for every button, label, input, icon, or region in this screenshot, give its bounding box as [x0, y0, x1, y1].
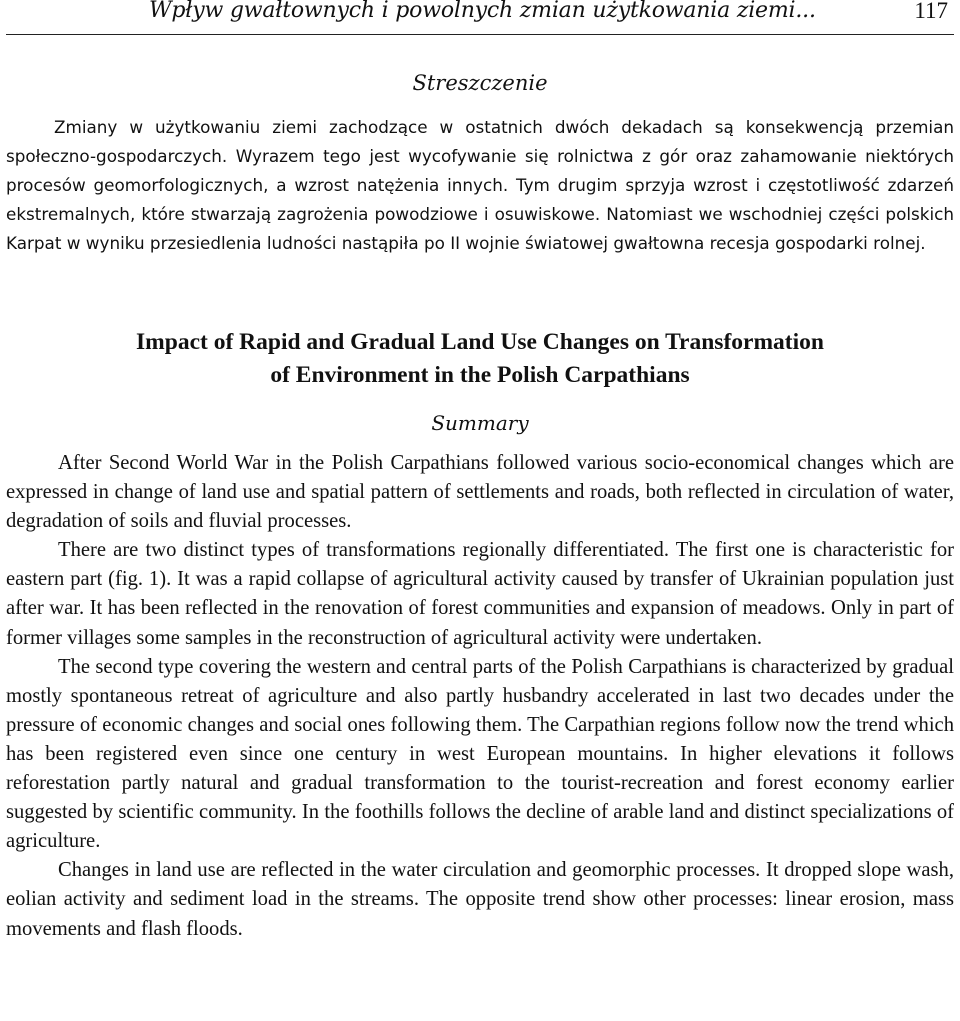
running-header — [6, 0, 954, 35]
summary-paragraph-2: There are two distinct types of transformations regionally differentiated. The first one is characteristic for eastern part (fig. 1). It was a rapid collapse of agricultural activity caused by transfer of Ukrainian population just after war. It has been reflected in the renovation of forest communities and expansion of meadows. Only in part of former villages some samples in the reconstruction of agricultural activity were undertaken. — [6, 539, 954, 649]
page-number: 117 — [914, 0, 948, 23]
polish-abstract-paragraph: Zmiany w użytkowaniu ziemi zachodzące w ostatnich dwóch dekadach są konsekwencją przemian społeczno-gospodarczych. Wyrazem tego jest wycofywanie się rolnictwa z gór oraz zahamowanie niektórych procesów geomorfologicznych, a wzrost natężenia innych. Tym drugim sprzyja wzrost i częstotliwość zdarzeń ekstremalnych, które stwarzają zagrożenia powodziowe i osuwiskowe. Natomiast we wschodniej części polskich Karpat w wyniku przesiedlenia ludności nastąpiła po II wojnie światowej gwałtowna recesja gospodarki rolnej. — [6, 117, 954, 253]
english-title-line-2: of Environment in the Polish Carpathians — [270, 362, 690, 388]
document-page — [6, 0, 954, 944]
english-title-line-1: Impact of Rapid and Gradual Land Use Changes on Transformation — [136, 329, 824, 355]
english-article-title — [6, 326, 954, 392]
summary-paragraph-1: After Second World War in the Polish Carpathians followed various socio-economical changes which are expressed in change of land use and spatial pattern of settlements and roads, both reflected in circulation of water, degradation of soils and fluvial processes. — [6, 452, 954, 533]
english-summary-heading: Summary — [431, 411, 529, 435]
english-summary-body — [6, 449, 954, 944]
summary-paragraph-3: The second type covering the western and central parts of the Polish Carpathians is characterized by gradual mostly spontaneous retreat of agriculture and also partly husbandry accelerated in last two decades under the pressure of economic changes and social ones following them. The Carpathian regions follow now the trend which has been registered even since one century in west European mountains. In higher elevations it follows reforestation partly natural and gradual transformation to the tourist-recreation and forest economy earlier suggested by scientific community. In the foothills follows the decline of arable land and distinct specializations of agriculture. — [6, 655, 954, 853]
running-title: Wpływ gwałtownych i powolnych zmian użytkowania ziemi... — [149, 0, 816, 23]
summary-paragraph-4: Changes in land use are reflected in the water circulation and geomorphic processes. It dropped slope wash, eolian activity and sediment load in the streams. The opposite trend show other processes: linear erosion, mass movements and flash floods. — [6, 859, 954, 940]
polish-summary-heading: Streszczenie — [412, 71, 548, 95]
